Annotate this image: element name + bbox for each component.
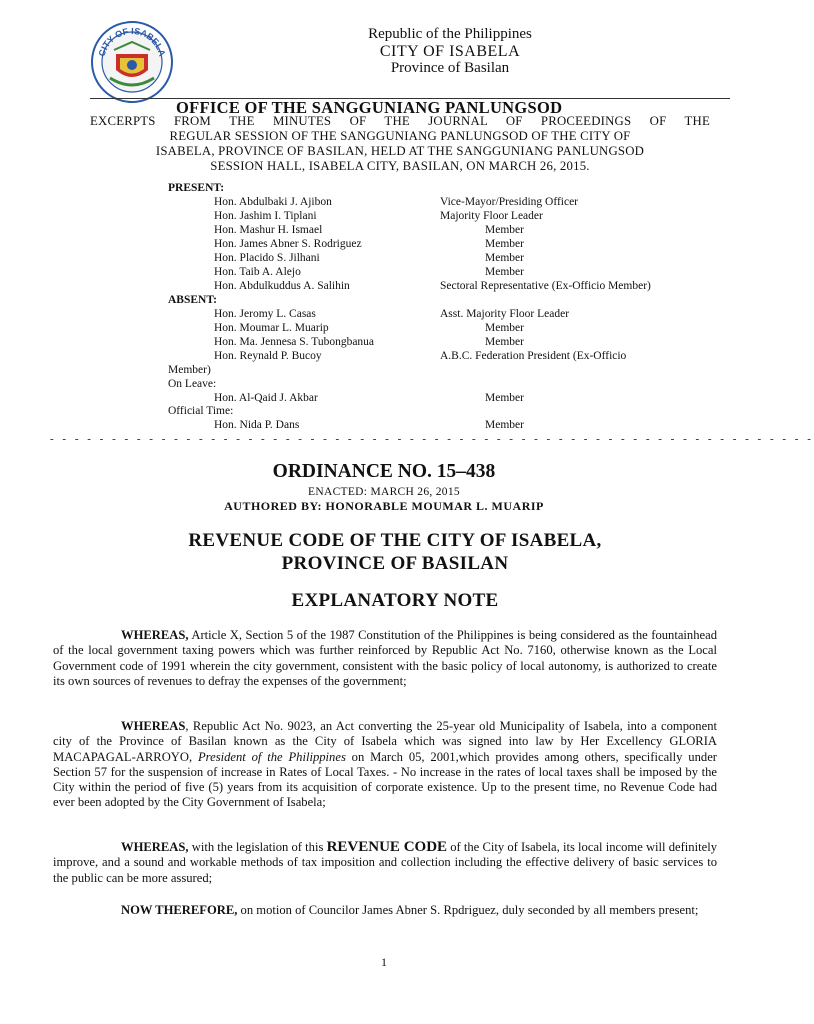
excerpt-block bbox=[90, 114, 710, 174]
republic-line: Republic of the Philippines bbox=[368, 26, 532, 42]
seal-text: CITY OF ISABELA bbox=[96, 25, 168, 58]
present-role: Member bbox=[485, 238, 524, 250]
present-name: Hon. Mashur H. Ismael bbox=[214, 224, 323, 236]
excerpt-line: EXCERPTS FROM THE MINUTES OF THE JOURNAL OF PROCEEDINGS OF THE bbox=[90, 114, 710, 128]
whereas-lead: WHEREAS, bbox=[121, 628, 189, 642]
official-name: Hon. Nida P. Dans bbox=[214, 419, 300, 431]
absent-role: A.B.C. Federation President (Ex-Officio bbox=[440, 350, 627, 362]
leave-name: Hon. Al-Qaid J. Akbar bbox=[214, 392, 318, 404]
dashed-separator: - - - - - - - - - - - - - - - - - - - - - - - - - - - - - - - - - - - - - - - - - - - - - - - - - - - - - - - - - - - - - - bbox=[50, 433, 814, 445]
present-name: Hon. Abdulkuddus A. Salihin bbox=[214, 280, 350, 292]
absent-name: Hon. Moumar L. Muarip bbox=[214, 322, 329, 334]
present-role: Member bbox=[485, 266, 524, 278]
present-role: Member bbox=[485, 224, 524, 236]
now-therefore-paragraph bbox=[53, 903, 717, 918]
present-name: Hon. Placido S. Jilhani bbox=[214, 252, 320, 264]
absent-name: Hon. Jeromy L. Casas bbox=[214, 308, 316, 320]
present-label: PRESENT: bbox=[168, 182, 225, 194]
paragraph-text: with the legislation of this bbox=[188, 840, 327, 854]
explanatory-note-heading: EXPLANATORY NOTE bbox=[291, 590, 499, 611]
absent-role: Member bbox=[485, 322, 524, 334]
revenue-code-emphasis: REVENUE CODE bbox=[326, 839, 448, 855]
present-name: Hon. Taib A. Alejo bbox=[214, 266, 301, 278]
present-name: Hon. Jashim I. Tiplani bbox=[214, 210, 317, 222]
excerpt-line: REGULAR SESSION OF THE SANGGUNIANG PANLUNGSOD OF THE CITY OF bbox=[169, 129, 631, 143]
whereas-paragraph-2 bbox=[53, 719, 717, 811]
president-title: President of the Philippines bbox=[197, 749, 346, 764]
city-line: CITY OF ISABELA bbox=[379, 43, 521, 60]
paragraph-text: , Republic Act No. 9023, an Act converting the 25-year old Municipality of Isabela, into a component city of the Province of Basilan known as the City of Isabela which was signed into law by Her Excellency GLORIA MACAPAGAL-ARROYO, bbox=[53, 719, 717, 764]
present-role: Member bbox=[485, 252, 524, 264]
absent-name: Hon. Reynald P. Bucoy bbox=[214, 350, 322, 362]
revenue-code-subtitle: PROVINCE OF BASILAN bbox=[281, 553, 509, 574]
ordinance-title: ORDINANCE NO. 15–438 bbox=[272, 461, 496, 482]
present-name: Hon. James Abner S. Rodriguez bbox=[214, 238, 362, 250]
header-rule bbox=[90, 98, 730, 99]
paragraph-text: of the City of Isabela, its local income will definitely improve, and a sound and workable methods of tax imposition and collection including the effective delivery of basic services to the public can be more assured; bbox=[53, 840, 717, 885]
present-role: Sectoral Representative (Ex-Officio Member) bbox=[440, 280, 651, 292]
official-role: Member bbox=[485, 419, 524, 431]
official-time-label: Official Time: bbox=[168, 405, 234, 417]
absent-name: Hon. Ma. Jennesa S. Tubongbanua bbox=[214, 336, 375, 348]
province-line: Province of Basilan bbox=[390, 60, 510, 76]
now-therefore-lead: NOW THEREFORE, bbox=[121, 903, 238, 917]
paragraph-text: on motion of Councilor James Abner S. Rpdriguez, duly seconded by all members present; bbox=[237, 903, 699, 917]
absent-role: Member bbox=[485, 336, 524, 348]
enacted-date: ENACTED: MARCH 26, 2015 bbox=[308, 486, 460, 498]
absent-role-wrap: Member) bbox=[168, 364, 211, 376]
city-seal-logo bbox=[90, 20, 174, 104]
page-number: 1 bbox=[381, 955, 387, 969]
present-role: Majority Floor Leader bbox=[440, 210, 543, 222]
paragraph-text: on March 05, 2001,which provides among others, specifically under Section 57 for the suspension of increase in Rates of Local Taxes. - No increase in the rates of local taxes shall be imposed by the City within the period of five (5) years from its acquisition of corporate existence. Up to the present time, no Revenue Code had ever been adopted by the City Government of Isabela; bbox=[53, 749, 717, 810]
leave-label: On Leave: bbox=[168, 378, 217, 390]
revenue-code-title: REVENUE CODE OF THE CITY OF ISABELA, bbox=[188, 530, 602, 551]
present-name: Hon. Abdulbaki J. Ajibon bbox=[214, 196, 332, 208]
leave-role: Member bbox=[485, 392, 524, 404]
office-line: OFFICE OF THE SANGGUNIANG PANLUNGSOD bbox=[176, 98, 563, 117]
present-role: Vice-Mayor/Presiding Officer bbox=[440, 196, 579, 208]
letterhead bbox=[90, 20, 730, 117]
excerpt-line: ISABELA, PROVINCE OF BASILAN, HELD AT THE SANGGUNIANG PANLUNGSOD bbox=[155, 144, 645, 158]
paragraph-text: Article X, Section 5 of the 1987 Constitution of the Philippines is being considered as the fountainhead of the local government taxing powers which was further reinforced by Republic Act No. 7160, otherwise known as the Local Government code of 1991 wherein the city government, consistent with the basic policy of local autonomy, is authorized to create its own sources of revenues to defray the expenses of the government; bbox=[53, 628, 717, 688]
whereas-paragraph-3 bbox=[53, 840, 717, 886]
whereas-lead: WHEREAS bbox=[121, 719, 186, 733]
absent-label: ABSENT: bbox=[168, 294, 217, 306]
whereas-lead: WHEREAS, bbox=[121, 840, 189, 854]
excerpt-line: SESSION HALL, ISABELA CITY, BASILAN, ON MARCH 26, 2015. bbox=[210, 159, 590, 173]
letterhead-text bbox=[170, 26, 730, 77]
absent-role: Asst. Majority Floor Leader bbox=[440, 308, 570, 320]
whereas-paragraph-1 bbox=[53, 628, 717, 689]
authored-by: AUTHORED BY: HONORABLE MOUMAR L. MUARIP bbox=[224, 499, 544, 513]
